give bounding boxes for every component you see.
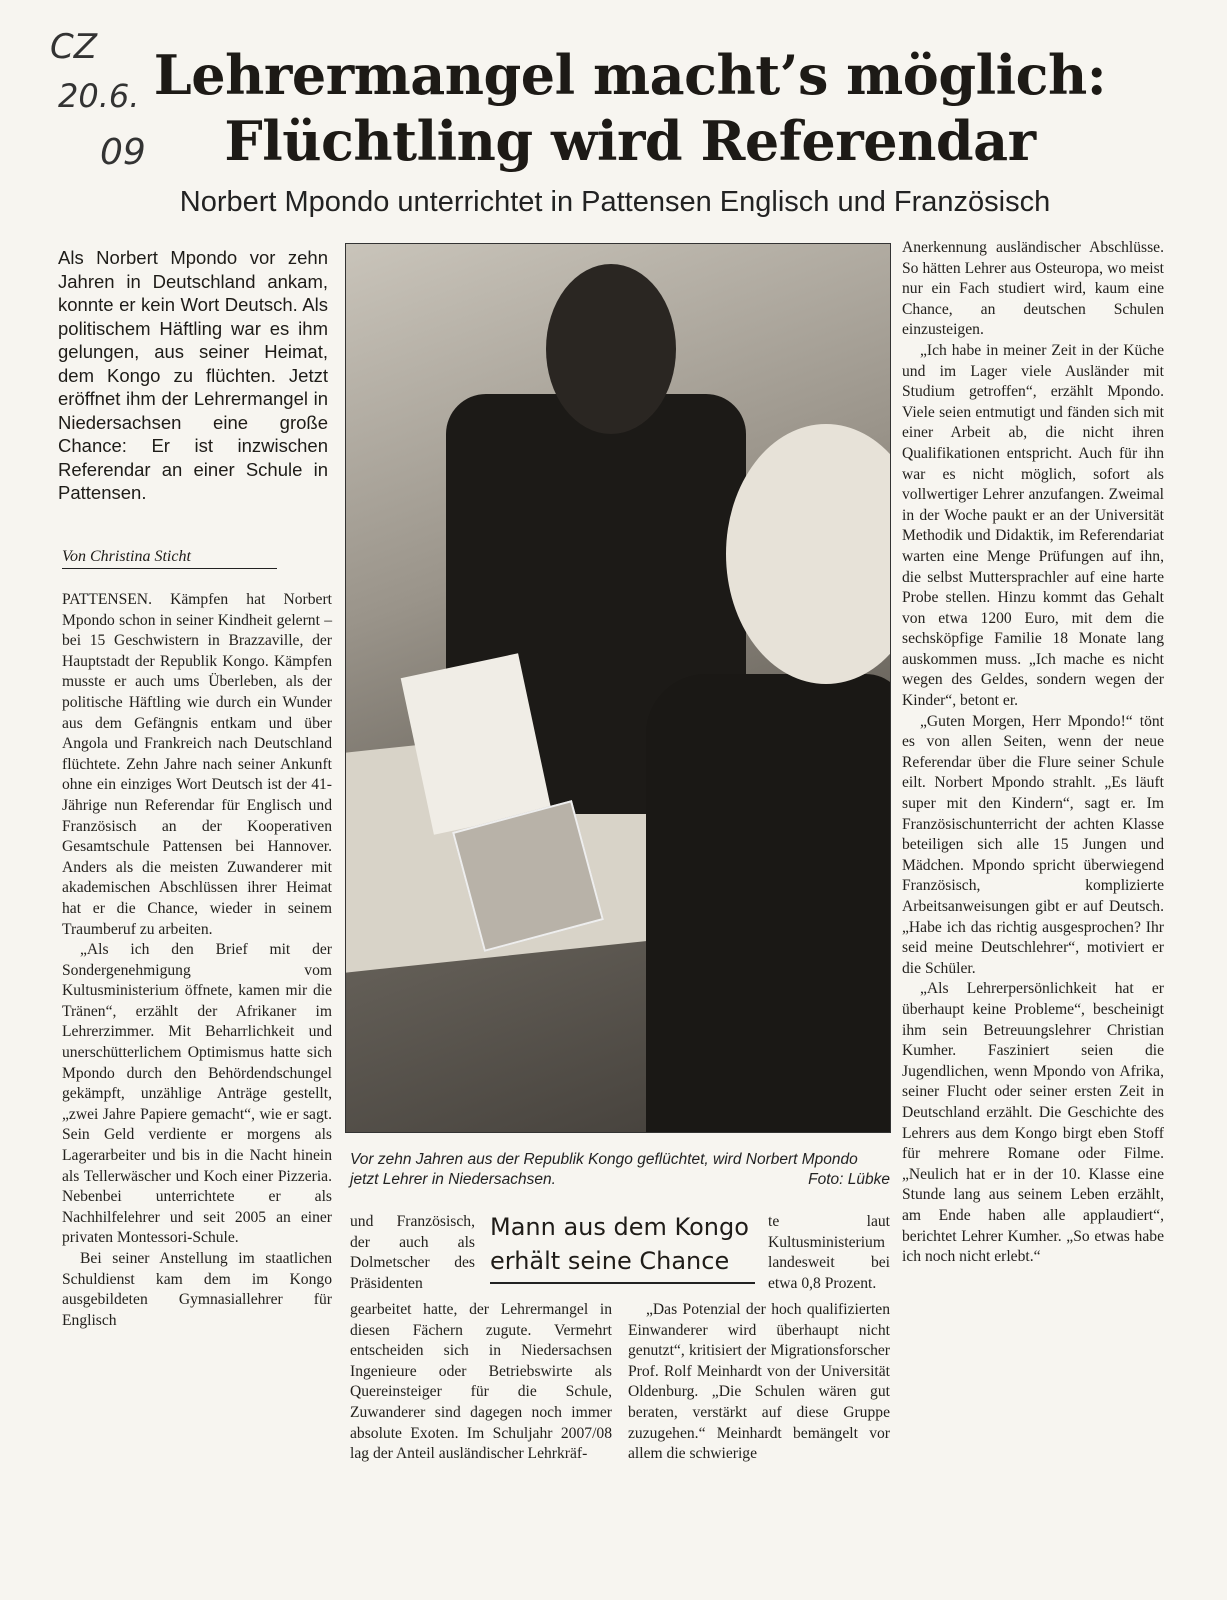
paragraph: „Ich habe in meiner Zeit in der Küche und im Lager viele Ausländer mit Studium getroffen“, erzählt Mpondo. Viele seien entmutigt und fänden sich mit einer Arbeit ab, die nicht ihren Qualifikationen entspricht. Auch für ihn war es nicht möglich, sofort als vollwertiger Lehrer anzufangen. Zweimal in der Woche paukt er an der Universität Methodik und Didaktik, im Referendariat warten eine Menge Prüfungen auf ihn, die selbst Muttersprachler auf eine harte Probe stellen. Hinzu kommt das Gehalt von etwa 1200 Euro, mit dem die sechsköpfige Familie 18 Monate lang auskommen muss. „Ich mache es nicht wegen des Geldes, sondern wegen der Kinder“, betont er. xyxy=(902,341,1164,710)
paragraph: gearbeitet hatte, der Lehrermangel in diesen Fächern zugute. Vermehrt entscheiden sich in Niedersachsen Ingenieure oder Betriebswirte als Quereinsteiger für die Schule, Zuwanderer sind dagegen noch immer absolute Exoten. Im Schuljahr 2007/08 lag der Anteil ausländischer Lehrkräf- xyxy=(350,1301,612,1463)
article-column-4 xyxy=(902,238,1164,1268)
headline-line-1: Lehrermangel macht’s möglich: xyxy=(153,43,1107,107)
article-column-1 xyxy=(62,590,332,1331)
article-column-3-top xyxy=(768,1212,890,1294)
paragraph: Bei seiner Anstellung im staatlichen Schuldienst kam dem im Kongo ausgebildeten Gymnasiallehrer für Englisch xyxy=(62,1250,332,1329)
box-title-line-1: Mann aus dem Kongo xyxy=(490,1213,749,1241)
article-column-3 xyxy=(628,1300,890,1465)
paragraph: te laut Kultusministerium landesweit bei etwa 0,8 Prozent. xyxy=(768,1213,890,1292)
article-photo xyxy=(345,243,891,1133)
photo-teacher-head xyxy=(546,264,676,434)
article-column-2-top xyxy=(350,1212,475,1294)
byline: Von Christina Sticht xyxy=(62,548,277,569)
handwritten-source: CZ xyxy=(50,27,98,67)
photo-student-head xyxy=(726,424,891,684)
handwritten-year: 09 xyxy=(100,132,146,173)
paragraph: und Französisch, der auch als Dolmetscher des Präsidenten xyxy=(350,1213,475,1292)
box-title xyxy=(490,1210,755,1284)
paragraph: PATTENSEN. Kämpfen hat Norbert Mpondo schon in seiner Kindheit gelernt – bei 15 Geschwistern in Brazzaville, der Hauptstadt der Republik Kongo. Kämpfen musste er auch ums Überleben, als der politische Häftling wie durch ein Wunder aus dem Gefängnis entkam und über Angola und Frankreich nach Deutschland flüchtete. Zehn Jahre nach seiner Ankunft ohne ein einziges Wort Deutsch ist der 41-Jährige nun Referendar für Englisch und Französisch an der Kooperativen Gesamtschule Pattensen bei Hannover. Anders als die meisten Zuwanderer mit akademischen Abschlüssen ihrer Heimat hat er die Chance, wieder in seinem Traumberuf zu arbeiten. xyxy=(62,591,332,938)
article-column-2 xyxy=(350,1300,612,1465)
paragraph: Anerkennung ausländischer Abschlüsse. So hätten Lehrer aus Osteuropa, wo meist nur ein Fach studiert wird, kaum eine Chance, an deutschen Schulen einzusteigen. xyxy=(902,239,1164,339)
paragraph: „Guten Morgen, Herr Mpondo!“ tönt es von allen Seiten, wenn der neue Referendar über die Flure seiner Schule eilt. Norbert Mpondo strahlt. „Es läuft super mit den Kindern“, sagt er. Im Französischunterricht der achten Klasse beteiligen sich alle 15 Jungen und Mädchen. Mpondo spricht überwiegend Französisch, komplizierte Arbeitsanweisungen gibt er auf Deutsch. „Habe ich das richtig ausgesprochen? Ihr seid meine Deutschlehrer“, motiviert er die Schüler. xyxy=(902,712,1164,977)
subheadline: Norbert Mpondo unterrichtet in Pattensen Englisch und Französisch xyxy=(179,186,1051,218)
paragraph: „Das Potenzial der hoch qualifizierten Einwanderer wird überhaupt nicht genutzt“, kritisiert der Migrationsforscher Prof. Rolf Meinhardt von der Universität Oldenburg. „Die Schulen wären gut beraten, verstärkt auf diese Gruppe zuzugehen.“ Meinhardt bemängelt vor allem die schwierige xyxy=(628,1301,890,1463)
box-title-line-2: erhält seine Chance xyxy=(490,1247,730,1275)
photo-credit: Foto: Lübke xyxy=(808,1171,890,1188)
paragraph: „Als Lehrerpersönlichkeit hat er überhaupt keine Probleme“, bescheinigt ihm sein Betreuungslehrer Christian Kumher. Fasziniert seien die Jugendlichen, wenn Mpondo von Afrika, seiner Flucht oder seiner ersten Zeit in Deutschland erzählt. Die Geschichte des Lehrers aus dem Kongo birgt eben Stoff für mehrere Romane oder Filme. „Neulich hat er in der 10. Klasse eine Stunde lang aus seinem Leben erzählt, am Ende haben alle applaudiert“, berichtet Lehrer Kumher. „So etwas habe ich noch nicht erlebt.“ xyxy=(902,980,1164,1266)
photo-student xyxy=(646,674,891,1133)
lead-paragraph: Als Norbert Mpondo vor zehn Jahren in Deutschland ankam, konnte er kein Wort Deutsch. Als politischem Häftling war es ihm gelungen, aus seiner Heimat, dem Kongo zu flüchten. Jetzt eröffnet ihm der Lehrermangel in Niedersachsen eine große Chance: Er ist inzwischen Referendar an einer Schule in Pattensen. xyxy=(58,247,328,503)
headline xyxy=(130,42,1130,174)
caption-text: Vor zehn Jahren aus der Republik Kongo geflüchtet, wird Norbert Mpondo jetzt Lehrer in Niedersachsen. xyxy=(350,1151,858,1188)
photo-caption xyxy=(350,1150,890,1190)
handwritten-date: 20.6. xyxy=(58,77,140,115)
headline-line-2: Flüchtling wird Referendar xyxy=(224,109,1036,173)
paragraph: „Als ich den Brief mit der Sondergenehmigung vom Kultusministerium öffnete, kamen mir die Tränen“, erzählt der Afrikaner im Lehrerzimmer. Mit Beharrlichkeit und unerschütterlichem Optimismus hatte sich Mpondo durch den Behördendschungel gekämpft, unzählige Anträge gestellt, „zwei Jahre Papiere gemacht“, wie er sagt. Sein Geld verdiente er morgens als Lagerarbeiter und bis in die Nacht hinein als Tellerwäscher und Koch einer Pizzeria. Nebenbei unterrichtete er als Nachhilfelehrer und seit 2005 an einer privaten Montessori-Schule. xyxy=(62,941,332,1247)
